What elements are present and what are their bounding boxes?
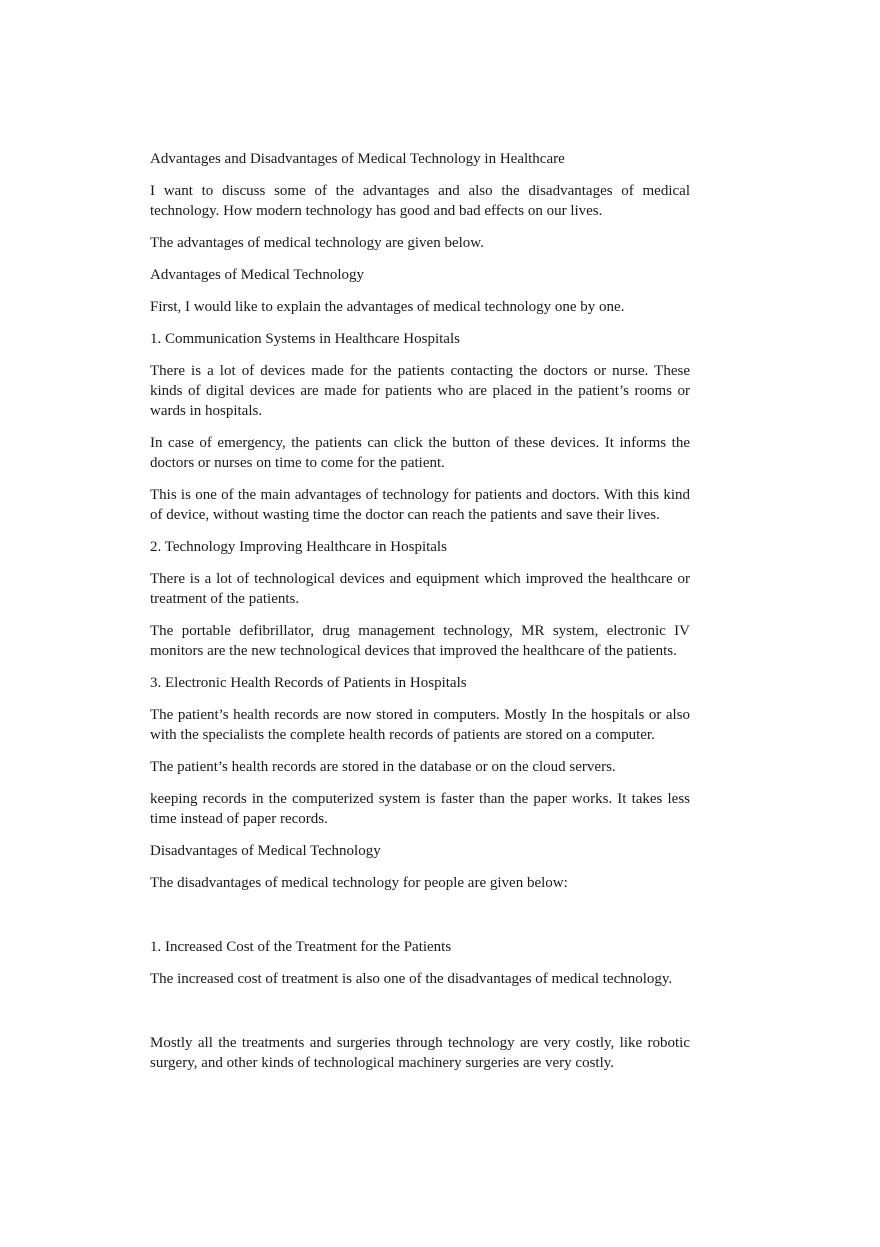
- paragraph: Mostly all the treatments and surgeries through technology are very costly, like robotic surgery, and other kinds of technological machinery surgeries are very costly.: [150, 1035, 690, 1071]
- document-title: Advantages and Disadvantages of Medical Technology in Healthcare: [150, 151, 565, 167]
- paragraph: In case of emergency, the patients can click the button of these devices. It informs the doctors or nurses on time to come for the patient.: [150, 435, 690, 471]
- paragraph: keeping records in the computerized system is faster than the paper works. It takes less time instead of paper records.: [150, 791, 690, 827]
- paragraph: The portable defibrillator, drug management technology, MR system, electronic IV monitors are the new technological devices that improved the healthcare of the patients.: [150, 623, 690, 659]
- advantages-heading: Advantages of Medical Technology: [150, 267, 365, 283]
- section-heading-communication: 1. Communication Systems in Healthcare Hospitals: [150, 331, 460, 347]
- disadvantages-intro-paragraph: The disadvantages of medical technology for people are given below:: [150, 875, 568, 891]
- section-heading-increased-cost: 1. Increased Cost of the Treatment for the Patients: [150, 939, 452, 955]
- document-body: [150, 149, 690, 1085]
- disadvantages-heading: Disadvantages of Medical Technology: [150, 843, 381, 859]
- advantages-intro-paragraph: The advantages of medical technology are given below.: [150, 235, 484, 251]
- advantages-lead-paragraph: First, I would like to explain the advantages of medical technology one by one.: [150, 299, 625, 315]
- paragraph: There is a lot of devices made for the patients contacting the doctors or nurse. These kinds of digital devices are made for patients who are placed in the patient’s rooms or wards in hospitals.: [150, 363, 690, 419]
- intro-paragraph: I want to discuss some of the advantages and also the disadvantages of medical technology. How modern technology has good and bad effects on our lives.: [150, 183, 690, 219]
- paragraph: There is a lot of technological devices and equipment which improved the healthcare or treatment of the patients.: [150, 571, 690, 607]
- paragraph: The increased cost of treatment is also one of the disadvantages of medical technology.: [150, 971, 673, 987]
- paragraph: The patient’s health records are now stored in computers. Mostly In the hospitals or also with the specialists the complete health records of patients are stored on a computer.: [150, 707, 690, 743]
- paragraph: This is one of the main advantages of technology for patients and doctors. With this kind of device, without wasting time the doctor can reach the patients and save their lives.: [150, 487, 690, 523]
- section-heading-health-records: 3. Electronic Health Records of Patients in Hospitals: [150, 675, 467, 691]
- paragraph: The patient’s health records are stored in the database or on the cloud servers.: [150, 759, 616, 775]
- section-heading-technology-improving: 2. Technology Improving Healthcare in Hospitals: [150, 539, 447, 555]
